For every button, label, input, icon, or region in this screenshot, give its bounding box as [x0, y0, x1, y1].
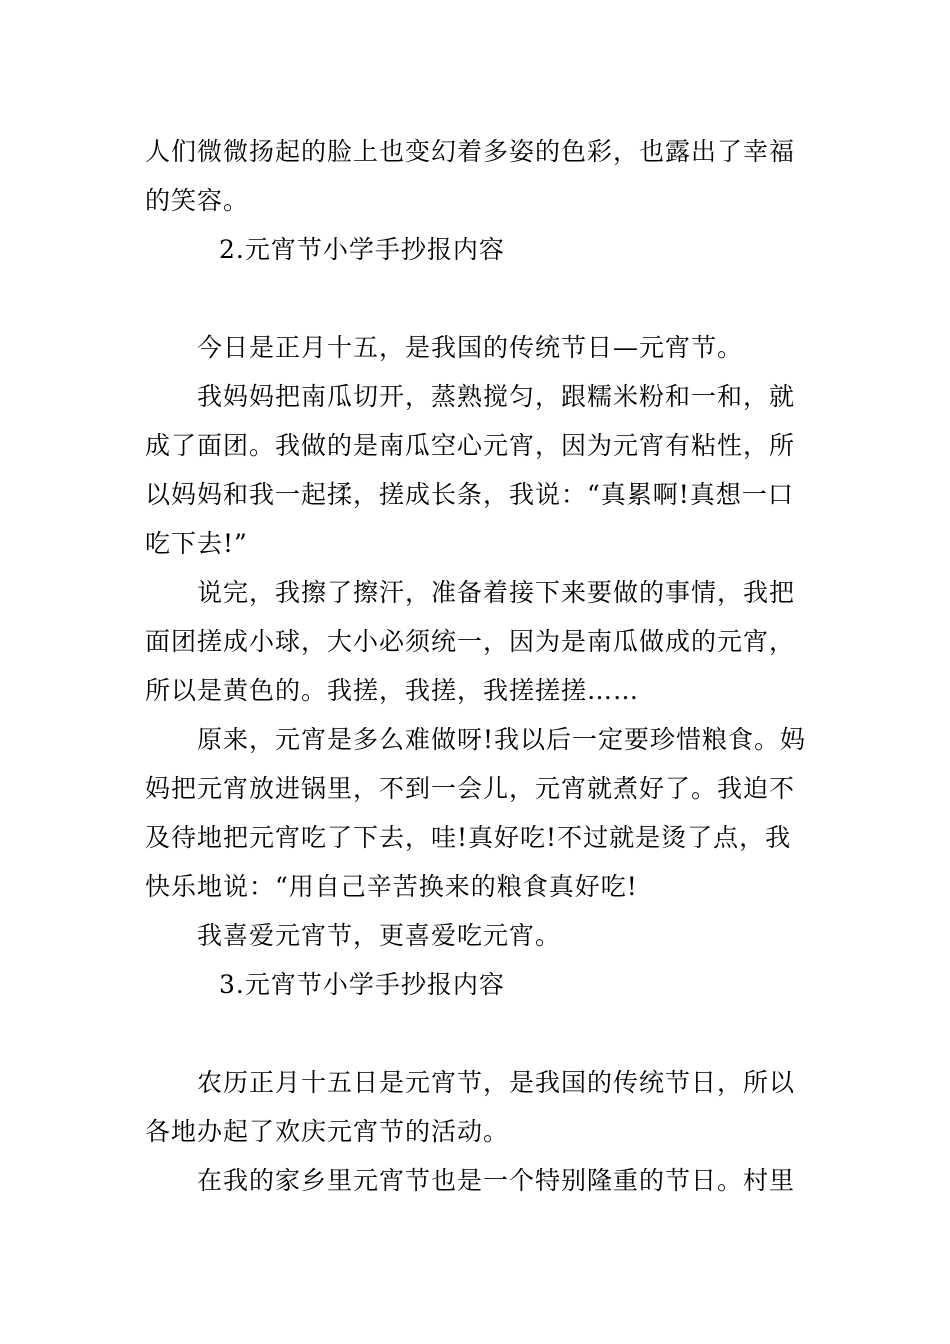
- paragraph: 我喜爱元宵节，更喜爱吃元宵。: [197, 921, 562, 950]
- paragraph: 在我的家乡里元宵节也是一个特别隆重的节日。村里: [197, 1166, 796, 1195]
- paragraph: 农历正月十五日是元宵节，是我国的传统节日，所以各地办起了欢庆元宵节的活动。: [145, 1068, 796, 1146]
- paragraph: 说完，我擦了擦汗，准备着接下来要做的事情，我把面团搓成小球，大小必须统一，因为是南瓜做成的元宵，所以是黄色的。我搓，我搓，我搓搓搓……: [145, 578, 796, 705]
- section-heading-2: 2.元宵节小学手抄报内容: [219, 235, 505, 264]
- paragraph: 原来，元宵是多么难做呀!我以后一定要珍惜粮食。妈妈把元宵放进锅里，不到一会儿，元宵就煮好了。我迫不及待地把元宵吃了下去，哇!真好吃!不过就是烫了点，我快乐地说：“用自己辛苦换来的粮食真好吃!: [145, 725, 807, 901]
- spacer: [145, 274, 807, 323]
- paragraph-continuation: 人们微微扬起的脸上也变幻着多姿的色彩，也露出了幸福的笑容。: [145, 137, 796, 215]
- paragraph: 我妈妈把南瓜切开，蒸熟搅匀，跟糯米粉和一和，就成了面团。我做的是南瓜空心元宵，因为元宵有粘性，所以妈妈和我一起揉，搓成长条，我说：“真累啊!真想一口吃下去!”: [145, 382, 796, 558]
- spacer: [145, 1009, 807, 1058]
- paragraph: 今日是正月十五，是我国的传统节日—元宵节。: [197, 333, 744, 362]
- document-page: [145, 127, 807, 1205]
- section-heading-3: 3.元宵节小学手抄报内容: [219, 970, 505, 999]
